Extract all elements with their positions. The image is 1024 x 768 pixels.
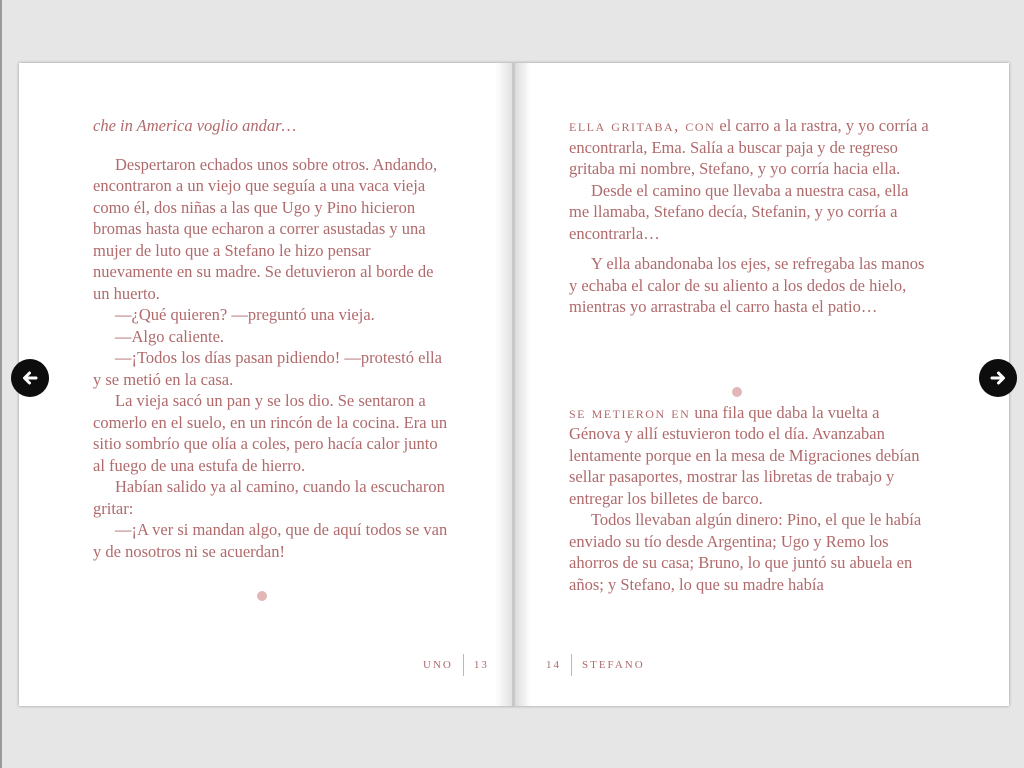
paragraph: —¿Qué quieren? —preguntó una vieja. [115, 305, 375, 324]
running-head: UNO [423, 659, 453, 671]
footer-divider [463, 654, 464, 676]
paragraph: —¡A ver si mandan algo, que de aquí todos se van y de nosotros ni se acuerdan! [93, 520, 448, 561]
left-page-footer [423, 653, 489, 677]
section-break [569, 318, 929, 402]
spine-shadow [495, 63, 513, 706]
small-caps-lead: se metieron en [569, 402, 691, 422]
running-head: STEFANO [582, 659, 645, 671]
arrow-left-icon [20, 368, 40, 388]
page-number: 14 [546, 659, 561, 671]
spine-shadow [515, 63, 531, 706]
paragraph-rest: el carro a la rastra, y yo corría a encontrarla, Ema. Salía a buscar paja y de regreso gritaba mi nombre, Stefano, y yo corría hacia ella. [569, 116, 929, 178]
paragraph [569, 402, 929, 510]
right-page-footer [546, 653, 645, 677]
section-ornament [257, 591, 267, 601]
section-ornament [732, 387, 742, 397]
book-spread [19, 63, 1009, 706]
arrow-right-icon [988, 368, 1008, 388]
small-caps-lead: ella gritaba, con [569, 116, 716, 135]
page-number: 13 [473, 659, 489, 671]
paragraph: Todos llevaban algún dinero: Pino, el que le había enviado su tío desde Argentina; Ugo y Remo los ahorros de su casa; Bruno, lo que juntó su abuela en años; y Stefano, lo que su madre había [569, 510, 922, 594]
paragraph: Despertaron echados unos sobre otros. Andando, encontraron a un viejo que seguía a una vaca vieja como él, dos niñas a las que Ugo y Pino hicieron bromas hasta que echaron a correr asustadas y una mujer de luto que a Stefano le hizo pensar nuevamente en su madre. Se detuvieron al borde de un huerto. [93, 154, 438, 303]
paragraph: —¡Todos los días pasan pidiendo! —protestó ella y se metió en la casa. [93, 348, 442, 389]
next-page-button[interactable] [979, 359, 1017, 397]
left-page-text [93, 115, 453, 562]
previous-page-button[interactable] [11, 359, 49, 397]
paragraph [569, 115, 929, 180]
right-page-text [569, 115, 929, 595]
paragraph: Habían salido ya al camino, cuando la escucharon gritar: [93, 477, 445, 518]
footer-divider [571, 654, 572, 676]
epigraph: che in America voglio andar… [93, 116, 297, 135]
paragraph: —Algo caliente. [115, 326, 225, 346]
paragraph: Y ella abandonaba los ejes, se refregaba las manos y echaba el calor de su aliento a los dedos de hielo, mientras yo arrastraba el carro hasta el patio… [569, 254, 925, 316]
paragraph: Desde el camino que llevaba a nuestra casa, ella me llamaba, Stefano decía, Stefanin, y yo corría a encontrarla… [569, 180, 909, 243]
paragraph-rest: una fila que daba la vuelta a Génova y allí estuvieron todo el día. Avanzaban lentamente porque en la mesa de Migraciones debían sellar pasaportes, mostrar las libretas de trabajo y entregar los billetes de barco. [569, 402, 920, 508]
paragraph: La vieja sacó un pan y se los dio. Se sentaron a comerlo en el suelo, en un rincón de la cocina. Era un sitio sombrío que olía a coles, pero hacía calor junto al fuego de una estufa de hierro. [93, 391, 448, 475]
